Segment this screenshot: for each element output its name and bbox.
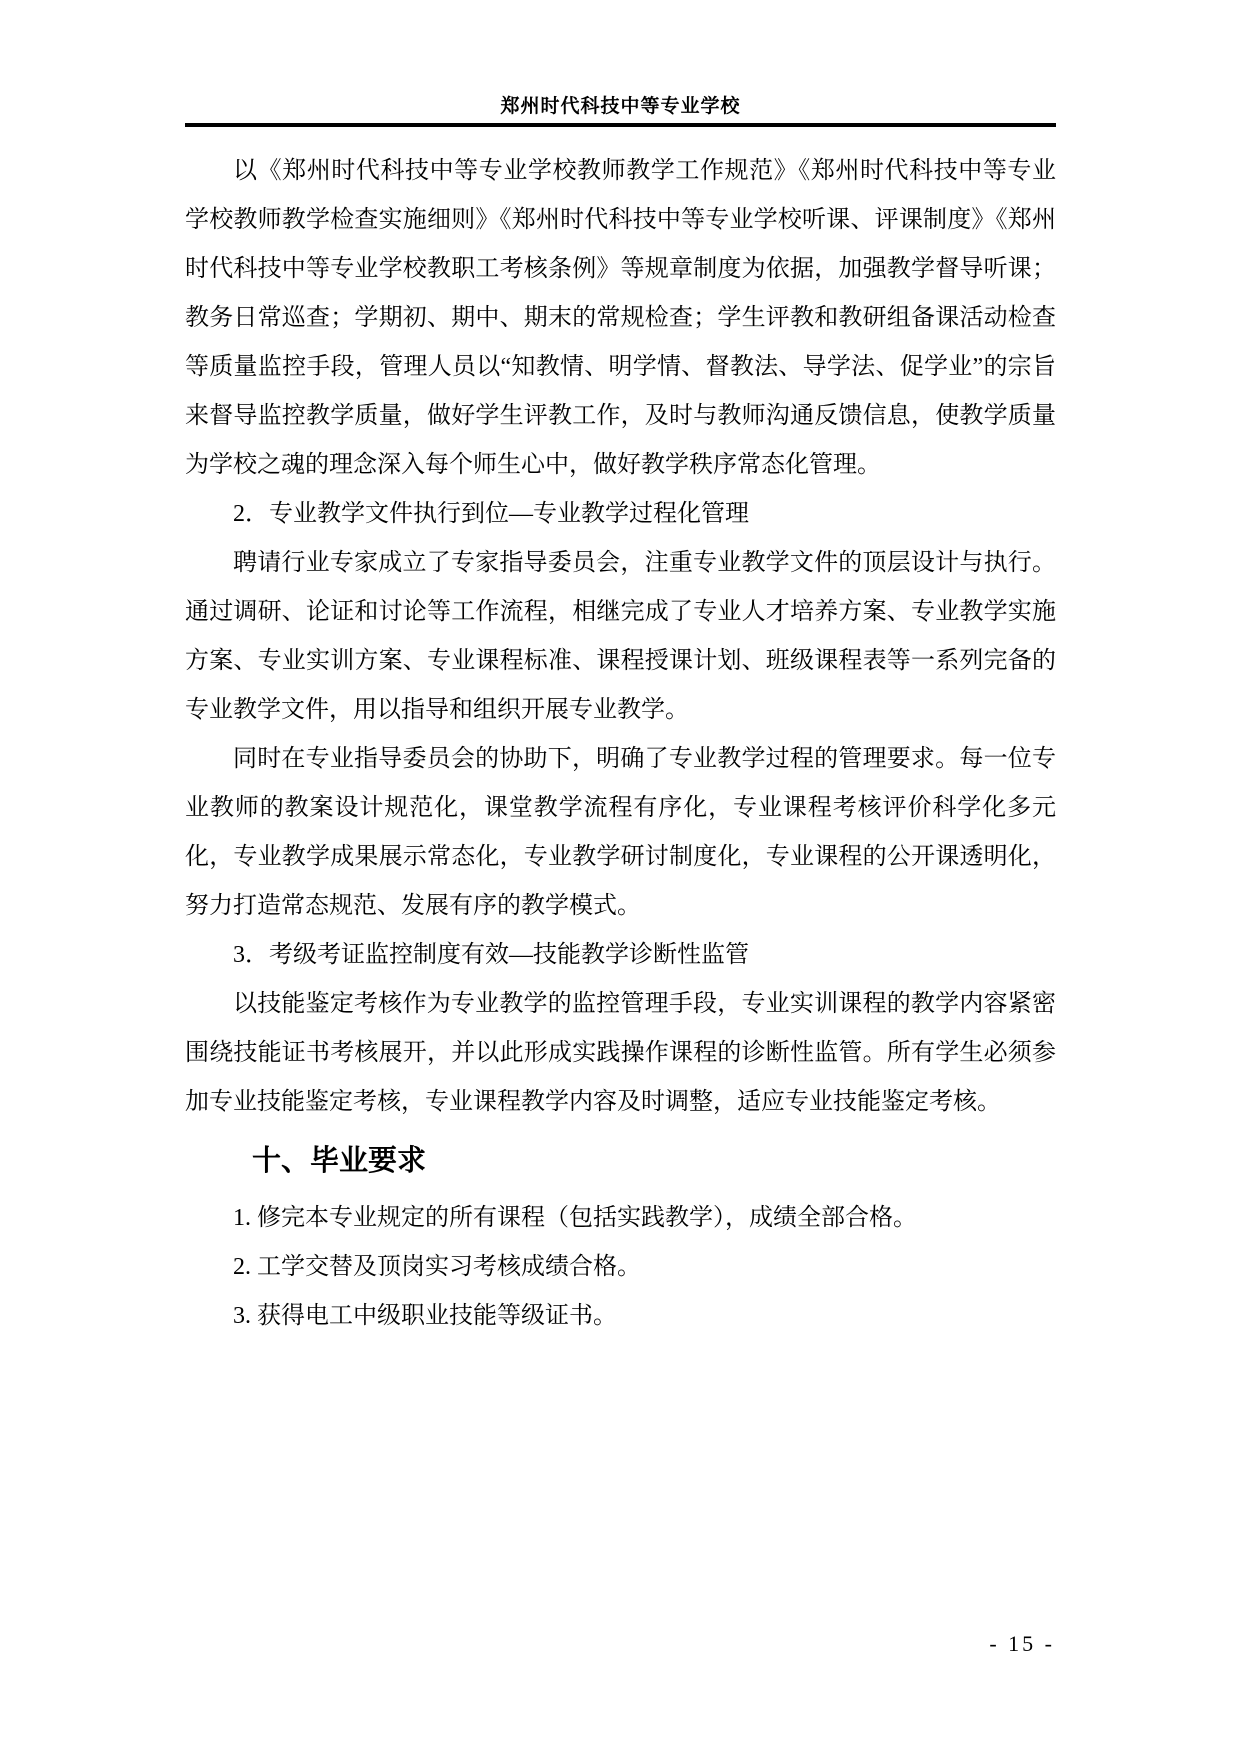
subheading-certification-monitoring: 3．考级考证监控制度有效—技能教学诊断性监管 xyxy=(233,942,749,968)
section-heading-graduation-requirements: 十、毕业要求 xyxy=(252,1145,427,1177)
requirement-item-courses: 1. 修完本专业规定的所有课程（包括实践教学），成绩全部合格。 xyxy=(233,1205,917,1231)
paragraph-process-management: 同时在专业指导委员会的协助下，明确了专业教学过程的管理要求。每一位专业教师的教案设计规范化，课堂教学流程有序化，专业课程考核评价科学化多元化，专业教学成果展示常态化，专业教学研讨制度化，专业课程的公开课透明化，努力打造常态规范、发展有序的教学模式。 xyxy=(185,746,1056,919)
requirement-item-internship: 2. 工学交替及顶岗实习考核成绩合格。 xyxy=(233,1254,641,1280)
paragraph-skill-assessment: 以技能鉴定考核作为专业教学的监控管理手段，专业实训课程的教学内容紧密围绕技能证书考核展开，并以此形成实践操作课程的诊断性监管。所有学生必须参加专业技能鉴定考核，专业课程教学内容及时调整，适应专业技能鉴定考核。 xyxy=(185,991,1056,1115)
requirement-item-certificate: 3. 获得电工中级职业技能等级证书。 xyxy=(233,1303,617,1329)
document-body xyxy=(185,147,1056,1341)
page-number: - 15 - xyxy=(989,1631,1055,1656)
paragraph-expert-committee: 聘请行业专家成立了专家指导委员会，注重专业教学文件的顶层设计与执行。通过调研、论证和讨论等工作流程，相继完成了专业人才培养方案、专业教学实施方案、专业实训方案、专业课程标准、课程授课计划、班级课程表等一系列完备的专业教学文件，用以指导和组织开展专业教学。 xyxy=(185,550,1056,723)
header-title: 郑州时代科技中等专业学校 xyxy=(500,96,741,117)
subheading-teaching-documents: 2．专业教学文件执行到位—专业教学过程化管理 xyxy=(233,501,749,527)
page-header xyxy=(185,0,1056,127)
paragraph-quality-monitoring: 以《郑州时代科技中等专业学校教师教学工作规范》《郑州时代科技中等专业学校教师教学检查实施细则》《郑州时代科技中等专业学校听课、评课制度》《郑州时代科技中等专业学校教职工考核条例》等规章制度为依据，加强教学督导听课；教务日常巡查；学期初、期中、期末的常规检查；学生评教和教研组备课活动检查等质量监控手段，管理人员以“知教情、明学情、督教法、导学法、促学业”的宗旨来督导监控教学质量，做好学生评教工作，及时与教师沟通反馈信息，使教学质量为学校之魂的理念深入每个师生心中，做好教学秩序常态化管理。 xyxy=(185,158,1056,478)
